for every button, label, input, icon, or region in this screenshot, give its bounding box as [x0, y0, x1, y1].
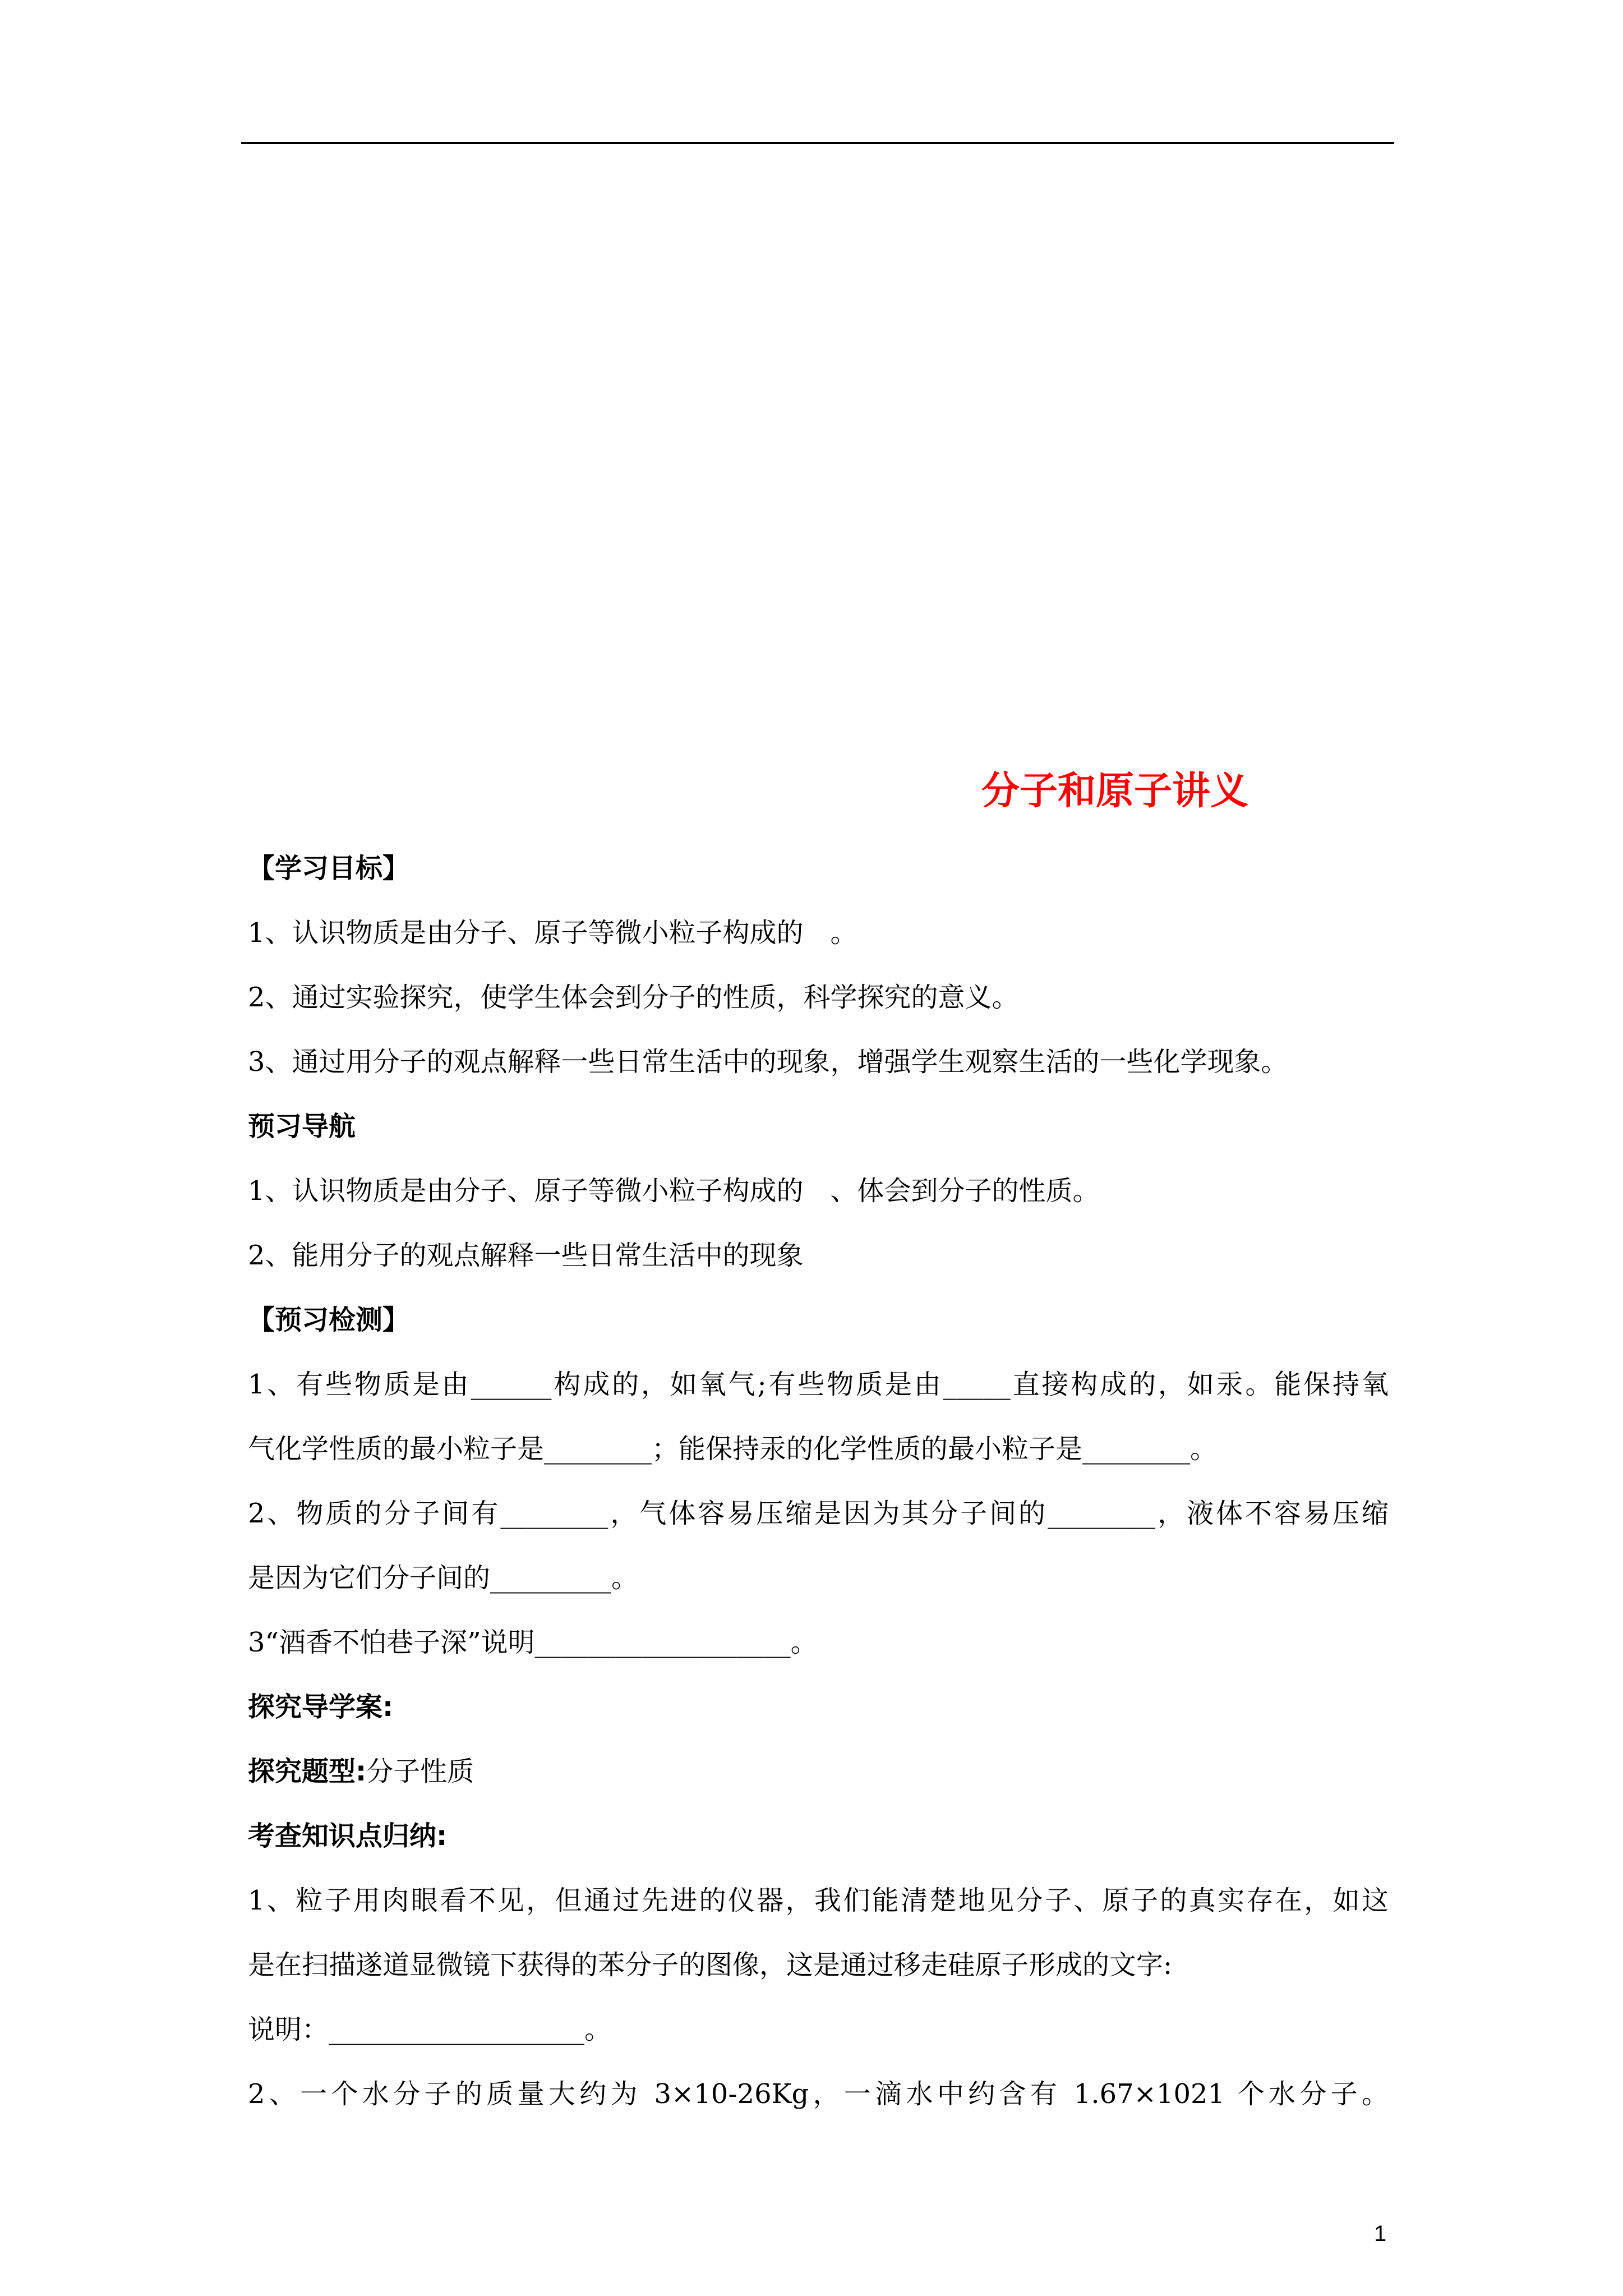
document-title: 分子和原子讲义 [981, 769, 1249, 813]
knowledge-item: 是在扫描遂道显微镜下获得的苯分子的图像，这是通过移走硅原子形成的文字: [248, 1949, 1173, 1981]
explore-type [248, 1756, 474, 1788]
check-item: 1、有些物质是由______构成的，如氧气;有些物质是由_____直接构成的，如汞。能保持氧 [248, 1369, 1389, 1400]
goal-item: 2、通过实验探究，使学生体会到分子的性质，科学探究的意义。 [248, 982, 1019, 1013]
check-heading: 【预习检测】 [248, 1304, 410, 1336]
goal-item: 3、通过用分子的观点解释一些日常生活中的现象，增强学生观察生活的一些化学现象。 [248, 1046, 1288, 1078]
goals-heading: 【学习目标】 [248, 853, 410, 884]
knowledge-item: 2、一个水分子的质量大约为 3×10-26Kg，一滴水中约含有 1.67×1021 个水分子。 [248, 2078, 1389, 2110]
explore-type-label: 探究题型: [248, 1756, 367, 1787]
check-item: 3“酒香不怕巷子深”说明___________________。 [248, 1627, 818, 1658]
preview-heading: 预习导航 [248, 1111, 356, 1142]
preview-item: 2、能用分子的观点解释一些日常生活中的现象 [248, 1240, 804, 1271]
explore-heading: 探究导学案: [248, 1691, 394, 1723]
knowledge-heading: 考查知识点归纳: [248, 1820, 448, 1852]
check-item: 是因为它们分子间的_________。 [248, 1562, 639, 1594]
check-item: 气化学性质的最小粒子是________；能保持汞的化学性质的最小粒子是________。 [248, 1433, 1218, 1465]
header-rule [241, 142, 1394, 144]
explore-type-value: 分子性质 [366, 1756, 474, 1787]
page-number: 1 [1374, 2221, 1387, 2246]
check-item: 2、物质的分子间有________，气体容易压缩是因为其分子间的________，液体不容易压缩 [248, 1498, 1389, 1529]
goal-item: 1、认识物质是由分子、原子等微小粒子构成的 。 [248, 917, 857, 949]
knowledge-item: 1、粒子用肉眼看不见，但通过先进的仪器，我们能清楚地见分子、原子的真实存在，如这 [248, 1885, 1389, 1916]
preview-item: 1、认识物质是由分子、原子等微小粒子构成的 、体会到分子的性质。 [248, 1175, 1100, 1207]
knowledge-item: 说明：___________________。 [248, 2014, 612, 2045]
